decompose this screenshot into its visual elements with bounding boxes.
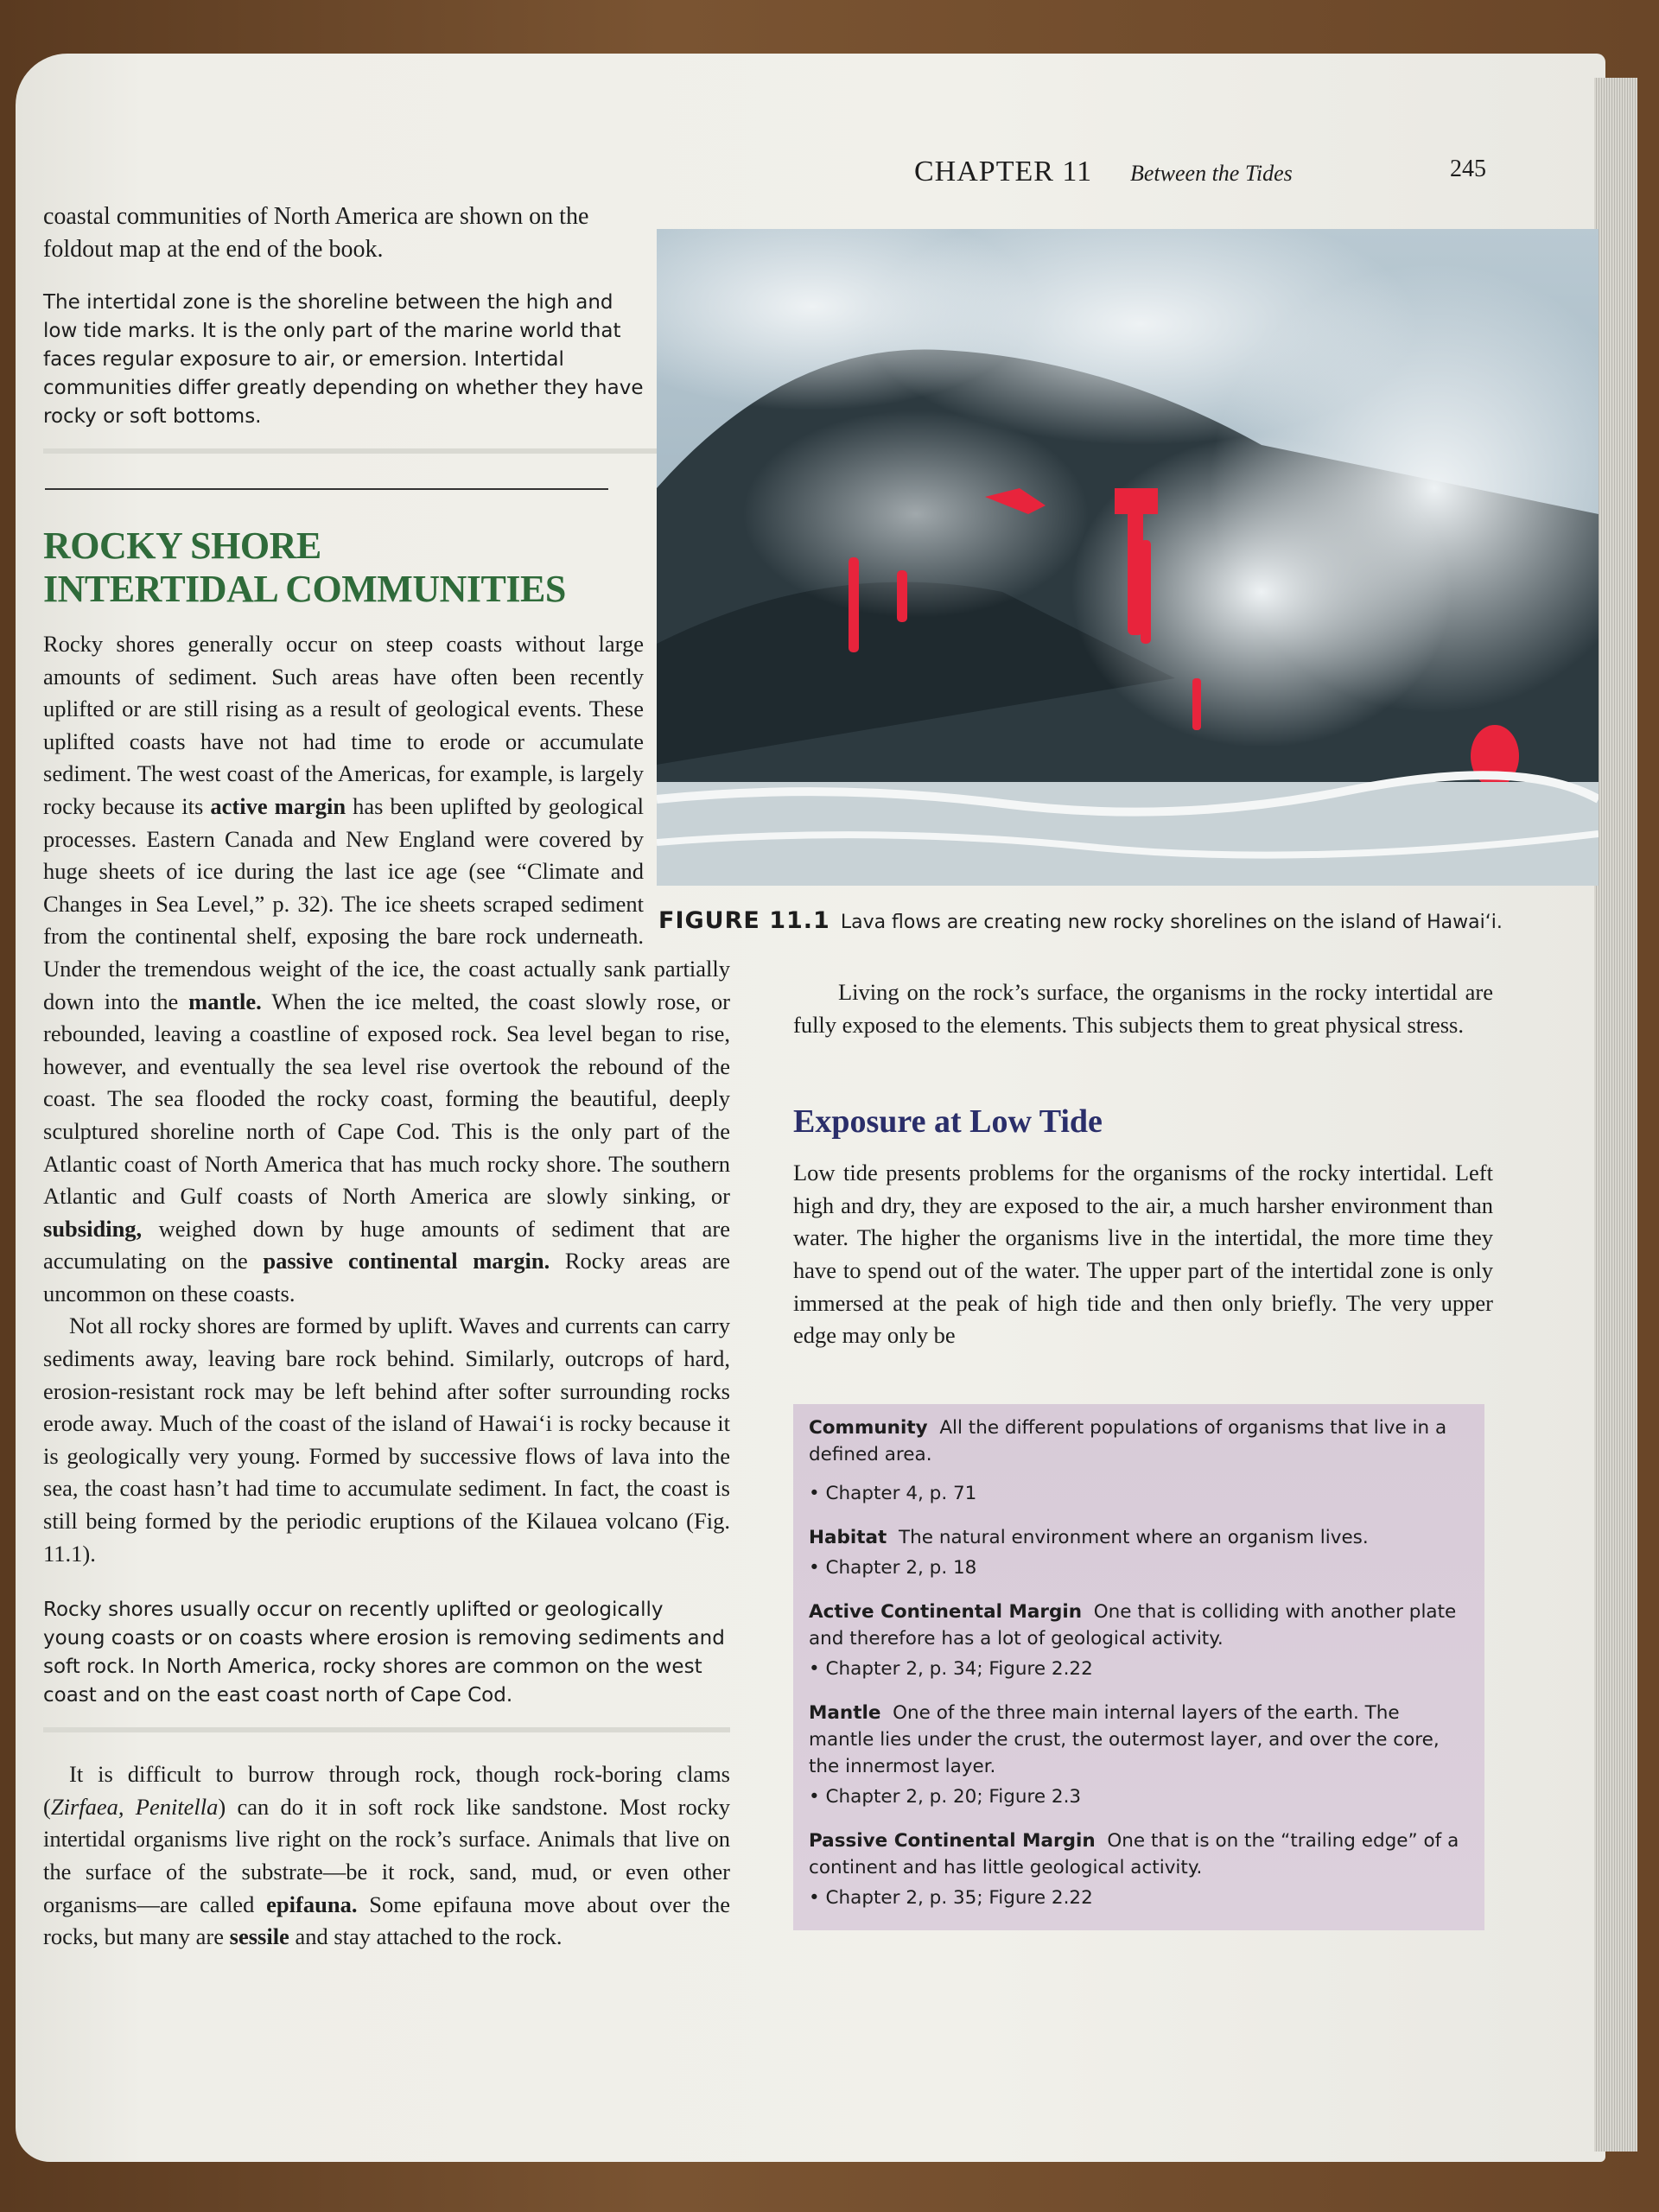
body-column-left-bottom — [43, 1758, 730, 1954]
page-number: 245 — [1450, 156, 1486, 182]
text-run: and stay attached to the rock. — [289, 1923, 563, 1950]
text-run: Low tide presents problems for the organisms of the rocky intertidal. Left high and dry, they are exposed to the air, a much harsher environment than water. The higher the organisms live in the intertidal, the more time they have to spend out of the water. The upper part of the intertidal zone is only immersed at the peak of high tide and then only briefly. The very upper edge may only be — [793, 1160, 1493, 1349]
paragraph — [43, 628, 730, 1310]
glossary-reference: • Chapter 4, p. 71 — [809, 1480, 1469, 1507]
glossary-reference: • Chapter 2, p. 20; Figure 2.3 — [809, 1783, 1469, 1810]
glossary-reference: • Chapter 2, p. 34; Figure 2.22 — [809, 1656, 1469, 1682]
text-run: Rocky shores generally occur on steep coasts without large amounts of sediment. Such areas have often been recently uplifted or are still rising as a result of geological events. These uplifted coasts have not had time to erode or accumulate sediment. The west coast of the Americas, for example, is largely rocky because its — [43, 631, 644, 819]
key-term: epifauna. — [266, 1891, 358, 1917]
text-run: weighed down by huge amounts of sediment that are accumulating on the — [43, 1215, 730, 1274]
intro-text: coastal communities of North America are shown on the foldout map at the end of the book. — [43, 203, 589, 263]
key-term: subsiding, — [43, 1215, 143, 1242]
summary-callout-1 — [43, 289, 730, 454]
paragraph — [43, 1758, 730, 1954]
glossary-entry — [809, 1700, 1469, 1810]
glossary-definition: The natural environment where an organism lives. — [899, 1526, 1369, 1548]
glossary-definition: One of the three main internal layers of the earth. The mantle lies under the crust, the outermost layer, and over the core, the innermost layer. — [809, 1701, 1440, 1777]
paragraph — [793, 1157, 1493, 1352]
key-term: sessile — [229, 1923, 289, 1950]
caption-text: Lava flows are creating new rocky shorelines on the island of Hawai‘i. — [840, 912, 1503, 933]
glossary-definition: One that is colliding with another plate and therefore has a lot of geological activity. — [809, 1600, 1457, 1649]
figure-label: FIGURE 11.1 — [658, 907, 830, 934]
text-run: Rocky areas are uncommon on these coasts. — [43, 1248, 731, 1306]
section-heading — [43, 524, 730, 611]
body-column-right — [793, 1157, 1493, 1352]
text-run: ) can do it in soft rock like sandstone. Most rocky intertidal organisms live right on the rock’s surface. Animals that live on the surface of the substrate—be it rock, sand, mud, or even other organisms—are called — [43, 1793, 730, 1917]
section-divider — [45, 488, 608, 490]
page-edges — [1594, 78, 1637, 2152]
text-run: When the ice melted, the coast slowly rose, or rebounded, leaving a coastline of exposed rock. Sea level began to rise, however, and eventually the sea level rise overtook the rebound of the coast. The sea flooded the rocky coast, forming the beautiful, deeply sculptured shoreline north of Cape Cod. This is the only part of the Atlantic coast of North America that has much rocky shore. The southern Atlantic and Gulf coasts of North America are slowly sinking, or — [43, 988, 730, 1210]
glossary-term: Habitat — [809, 1526, 887, 1548]
paragraph — [793, 976, 1493, 1041]
text-run: Zirfaea, Penitella — [50, 1793, 219, 1820]
text-run: It is difficult to burrow through rock, though rock-boring clams ( — [43, 1761, 730, 1820]
figure-caption — [658, 907, 1503, 934]
subsection-heading: Exposure at Low Tide — [793, 1103, 1103, 1141]
left-column — [43, 200, 730, 1954]
text-run: Living on the rock’s surface, the organisms in the rocky intertidal are fully exposed to the elements. This subjects them to great physical stress. — [793, 979, 1493, 1038]
callout-text: The intertidal zone is the shoreline between the high and low tide marks. It is the only part of the marine world that faces regular exposure to air, or emersion. Intertidal communities differ greatly depending on whether they have rocky or soft bottoms. — [43, 291, 644, 428]
glossary-term: Community — [809, 1416, 928, 1439]
glossary-box — [793, 1404, 1484, 1930]
glossary-entry — [809, 1414, 1469, 1507]
glossary-term: Passive Continental Margin — [809, 1829, 1096, 1852]
heading-line: INTERTIDAL COMMUNITIES — [43, 568, 566, 610]
key-term: active margin — [210, 792, 346, 819]
lava-flow-photo — [657, 229, 1599, 886]
text-run: has been uplifted by geological processes. Eastern Canada and New England were covered by huge sheets of ice during the last ice age (see “Climate and Changes in Sea Level,” p. 32). The ice sheets scraped sediment from the continental shelf, exposing the bare rock underneath. Under the tremendous weight of the ice, the coast actually sank partially down into the — [43, 792, 730, 1014]
text-run: Some epifauna move about over the rocks, but many are — [43, 1891, 730, 1950]
glossary-entry — [809, 1827, 1469, 1911]
key-term: passive continental margin. — [263, 1248, 550, 1274]
key-term: mantle. — [188, 988, 262, 1014]
glossary-term: Active Continental Margin — [809, 1600, 1083, 1623]
body-column-right-top — [793, 976, 1493, 1041]
glossary-term: Mantle — [809, 1701, 881, 1724]
chapter-label: CHAPTER 11 — [914, 156, 1093, 188]
text-run: Not all rocky shores are formed by uplift. Waves and currents can carry sediments away, leaving bare rock behind. Similarly, outcrops of hard, erosion-resistant rock may be left behind after softer surrounding rocks erode away. Much of the coast of the island of Hawai‘i is rocky because it is geologically very young. Formed by successive flows of lava into the sea, the coast hasn’t had time to accumulate sediment. In fact, the coast is still being formed by the periodic eruptions of the Kilauea volcano (Fig. 11.1). — [43, 1313, 730, 1567]
summary-callout-2 — [43, 1596, 730, 1732]
glossary-definition: All the different populations of organisms that live in a defined area. — [809, 1416, 1447, 1465]
right-column — [793, 976, 1493, 1930]
paragraph — [43, 1310, 730, 1570]
chapter-subtitle: Between the Tides — [1130, 161, 1293, 186]
body-column-left — [43, 628, 730, 1570]
glossary-reference: • Chapter 2, p. 35; Figure 2.22 — [809, 1885, 1469, 1911]
glossary-entry — [809, 1599, 1469, 1682]
glossary-reference: • Chapter 2, p. 18 — [809, 1554, 1469, 1581]
callout-text: Rocky shores usually occur on recently uplifted or geologically young coasts or on coasts where erosion is removing sediments and soft rock. In North America, rocky shores are common on the west coast and on the east coast north of Cape Cod. — [43, 1599, 725, 1707]
glossary-entry — [809, 1524, 1469, 1581]
heading-line: ROCKY SHORE — [43, 524, 321, 567]
glossary-definition: One that is on the “trailing edge” of a continent and has little geological activity. — [809, 1829, 1459, 1878]
